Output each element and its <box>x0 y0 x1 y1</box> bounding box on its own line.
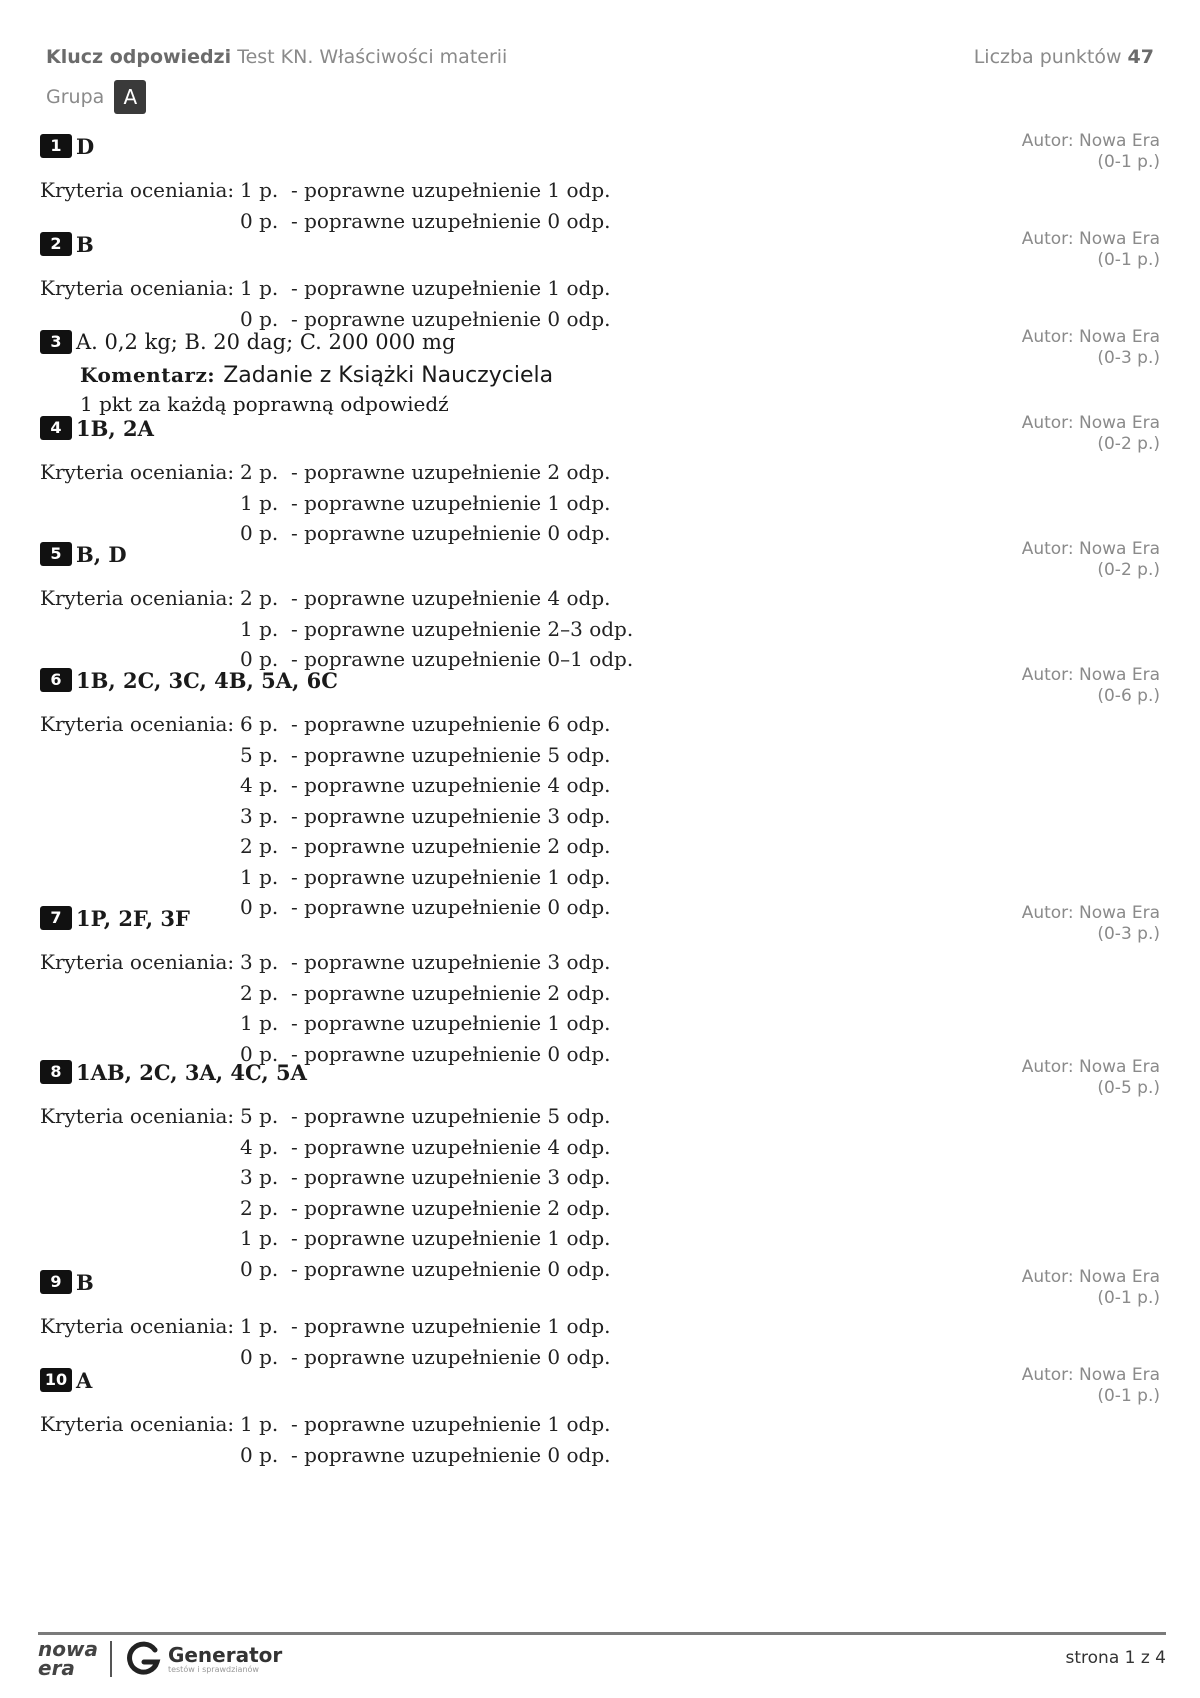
criteria-label: Kryteria oceniania: <box>40 586 235 610</box>
criteria-line: 4 p. - poprawne uzupełnienie 4 odp. <box>240 1134 611 1159</box>
points-range: (0-2 p.) <box>1097 434 1160 454</box>
criteria-line: 4 p. - poprawne uzupełnienie 4 odp. <box>240 773 611 797</box>
author: Autor: Nowa Era <box>1021 327 1160 347</box>
test-name: Test KN. Właściwości materii <box>237 46 508 68</box>
author: Autor: Nowa Era <box>1021 1267 1160 1287</box>
criteria-line: 2 p. - poprawne uzupełnienie 2 odp. <box>240 460 611 484</box>
group-row <box>46 80 507 114</box>
criteria <box>40 947 1160 1069</box>
author: Autor: Nowa Era <box>1021 1365 1160 1385</box>
task-8 <box>40 1057 1160 1284</box>
criteria-line: 0 p. - poprawne uzupełnienie 0 odp. <box>240 208 611 233</box>
task-9 <box>40 1267 1160 1372</box>
generator-sub: testów i sprawdzianów <box>167 1664 259 1674</box>
criteria-label: Kryteria oceniania: <box>40 178 235 202</box>
criteria-line: 3 p. - poprawne uzupełnienie 3 odp. <box>240 803 611 828</box>
task-2 <box>40 229 1160 334</box>
task-meta <box>1022 665 1160 707</box>
criteria-line: 1 p. - poprawne uzupełnienie 1 odp. <box>240 1011 611 1035</box>
task-answer: 1B, 2A <box>76 415 154 441</box>
criteria-line: 0 p. - poprawne uzupełnienie 0–1 odp. <box>240 647 634 671</box>
criteria-line: 2 p. - poprawne uzupełnienie 2 odp. <box>240 834 611 858</box>
criteria <box>40 1409 1160 1470</box>
criteria <box>40 273 1160 334</box>
task-number: 4 <box>40 416 72 440</box>
criteria-line: 2 p. - poprawne uzupełnienie 2 odp. <box>240 1195 611 1220</box>
task-meta <box>1022 903 1160 945</box>
points-range: (0-1 p.) <box>1097 1288 1160 1308</box>
task-3 <box>40 327 1160 418</box>
task-meta <box>1022 229 1160 271</box>
task-meta <box>1022 1365 1160 1407</box>
comment-text: Zadanie z Książki Nauczyciela <box>223 363 554 388</box>
criteria-line: 5 p. - poprawne uzupełnienie 5 odp. <box>240 742 611 767</box>
points-range: (0-3 p.) <box>1097 924 1160 944</box>
criteria <box>40 709 1160 923</box>
criteria-line: 1 p. - poprawne uzupełnienie 1 odp. <box>240 1314 611 1338</box>
footer-logos <box>38 1637 283 1680</box>
points-range: (0-1 p.) <box>1097 152 1160 172</box>
author: Autor: Nowa Era <box>1021 539 1160 559</box>
group-label: Grupa <box>46 86 105 108</box>
points-range: (0-3 p.) <box>1097 348 1160 368</box>
points-range: (0-6 p.) <box>1097 686 1160 706</box>
criteria-line: 0 p. - poprawne uzupełnienie 0 odp. <box>240 895 611 919</box>
criteria-line: 1 p. - poprawne uzupełnienie 2–3 odp. <box>240 616 634 641</box>
task-10 <box>40 1365 1160 1470</box>
points-range: (0-5 p.) <box>1097 1078 1160 1098</box>
criteria-line: 1 p. - poprawne uzupełnienie 1 odp. <box>240 1412 611 1436</box>
criteria-line: 0 p. - poprawne uzupełnienie 0 odp. <box>240 521 611 545</box>
points-value: 47 <box>1127 46 1154 68</box>
author: Autor: Nowa Era <box>1021 665 1160 685</box>
points-label: Liczba punktów <box>973 46 1122 68</box>
author: Autor: Nowa Era <box>1021 413 1160 433</box>
task-answer: B, D <box>76 541 127 567</box>
task-answer: A. 0,2 kg; B. 20 dag; C. 200 000 mg <box>76 330 456 354</box>
criteria-line: 1 p. - poprawne uzupełnienie 1 odp. <box>240 864 611 889</box>
author: Autor: Nowa Era <box>1021 903 1160 923</box>
criteria <box>40 1101 1160 1284</box>
task-1 <box>40 131 1160 236</box>
generator-g-icon <box>124 1640 162 1678</box>
criteria <box>40 583 1160 675</box>
task-answer: B <box>76 1269 94 1295</box>
document-title <box>46 46 507 68</box>
criteria-label: Kryteria oceniania: <box>40 1104 235 1128</box>
criteria-line: 1 p. - poprawne uzupełnienie 1 odp. <box>240 178 611 202</box>
task-answer: 1B, 2C, 3C, 4B, 5A, 6C <box>76 667 338 693</box>
task-5 <box>40 539 1160 675</box>
criteria <box>40 175 1160 236</box>
criteria-label: Kryteria oceniania: <box>40 712 235 736</box>
task-6 <box>40 665 1160 923</box>
criteria-label: Kryteria oceniania: <box>40 276 235 300</box>
author: Autor: Nowa Era <box>1021 131 1160 151</box>
criteria-line: 0 p. - poprawne uzupełnienie 0 odp. <box>240 1041 611 1066</box>
task-meta <box>1022 413 1160 455</box>
criteria-line: 1 p. - poprawne uzupełnienie 1 odp. <box>240 1226 611 1250</box>
task-number: 6 <box>40 668 72 692</box>
task-number: 10 <box>40 1368 72 1392</box>
criteria-label: Kryteria oceniania: <box>40 950 235 974</box>
points-range: (0-1 p.) <box>1097 1386 1160 1406</box>
criteria-line: 0 p. - poprawne uzupełnienie 0 odp. <box>240 1442 611 1467</box>
task-number: 1 <box>40 134 72 158</box>
criteria-label: Kryteria oceniania: <box>40 460 235 484</box>
task-number: 2 <box>40 232 72 256</box>
task-meta <box>1022 327 1160 369</box>
task-number: 8 <box>40 1060 72 1084</box>
generator-logo <box>124 1640 282 1678</box>
criteria-line: 6 p. - poprawne uzupełnienie 6 odp. <box>240 712 611 736</box>
criteria-line: 5 p. - poprawne uzupełnienie 5 odp. <box>240 1104 611 1128</box>
points-range: (0-2 p.) <box>1097 560 1160 580</box>
task-answer: A <box>76 1367 93 1393</box>
logo-divider <box>110 1641 112 1677</box>
task-number: 7 <box>40 906 72 930</box>
criteria-line: 3 p. - poprawne uzupełnienie 3 odp. <box>240 950 611 974</box>
author: Autor: Nowa Era <box>1021 1057 1160 1077</box>
task-number: 9 <box>40 1270 72 1294</box>
task-7 <box>40 903 1160 1069</box>
criteria-line: 0 p. - poprawne uzupełnienie 0 odp. <box>240 1344 611 1369</box>
criteria-label: Kryteria oceniania: <box>40 1412 235 1436</box>
generator-label: Generator <box>167 1642 283 1667</box>
criteria-line: 0 p. - poprawne uzupełnienie 0 odp. <box>240 1256 611 1281</box>
task-number: 5 <box>40 542 72 566</box>
task-meta <box>1022 539 1160 581</box>
task-meta <box>1022 131 1160 173</box>
comment-label: Komentarz: <box>80 363 216 387</box>
task-number: 3 <box>40 330 72 354</box>
points-range: (0-1 p.) <box>1097 250 1160 270</box>
criteria-label: Kryteria oceniania: <box>40 1314 235 1338</box>
criteria-line: 0 p. - poprawne uzupełnienie 0 odp. <box>240 306 611 331</box>
task-meta <box>1022 1267 1160 1309</box>
footer-divider <box>38 1632 1166 1635</box>
criteria <box>40 1311 1160 1372</box>
criteria-line: 2 p. - poprawne uzupełnienie 2 odp. <box>240 980 611 1005</box>
task-answer: D <box>76 133 95 159</box>
points-total <box>974 46 1154 68</box>
author: Autor: Nowa Era <box>1021 229 1160 249</box>
criteria <box>40 457 1160 549</box>
criteria-line: 2 p. - poprawne uzupełnienie 4 odp. <box>240 586 611 610</box>
task-meta <box>1022 1057 1160 1099</box>
nowa-era-logo: nowa era <box>38 1637 98 1680</box>
comment <box>80 361 1160 418</box>
task-answer: 1AB, 2C, 3A, 4C, 5A <box>76 1059 307 1085</box>
task-4 <box>40 413 1160 549</box>
comment-note: 1 pkt za każdą poprawną odpowiedź <box>80 392 449 416</box>
criteria-line: 3 p. - poprawne uzupełnienie 3 odp. <box>240 1165 611 1189</box>
page-number: strona 1 z 4 <box>1065 1648 1166 1668</box>
task-answer: B <box>76 231 94 257</box>
criteria-line: 1 p. - poprawne uzupełnienie 1 odp. <box>240 276 611 300</box>
document-header <box>46 46 507 114</box>
task-answer: 1P, 2F, 3F <box>76 905 190 931</box>
group-badge: A <box>114 80 146 114</box>
criteria-line: 1 p. - poprawne uzupełnienie 1 odp. <box>240 490 611 515</box>
title-bold: Klucz odpowiedzi <box>46 46 232 68</box>
